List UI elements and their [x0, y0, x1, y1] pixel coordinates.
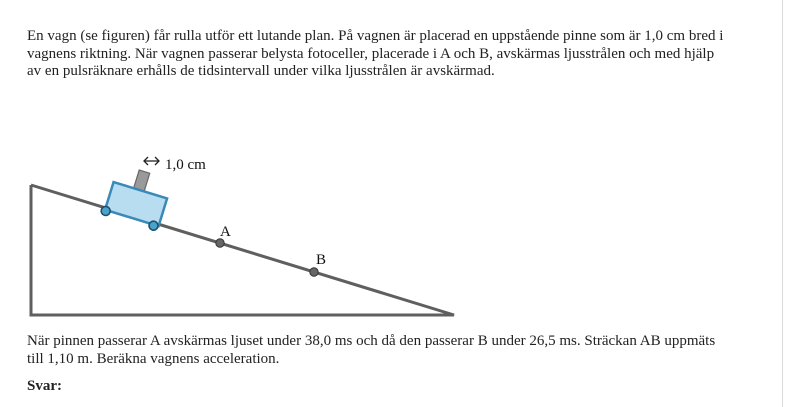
photocell-b: [310, 268, 318, 276]
incline-figure: [0, 140, 470, 325]
cart-body: [105, 182, 167, 226]
width-label: 1,0 cm: [165, 157, 206, 173]
photocell-a: [216, 239, 224, 247]
point-a-label: A: [220, 224, 231, 240]
cart: [100, 163, 173, 232]
problem-question: När pinnen passerar A avskärmas ljuset under 38,0 ms och då den passerar B under 26,5 ms. Sträckan AB uppmäts till 1,10 m. Beräkna vagnens acceleration.: [27, 333, 716, 367]
problem-intro: En vagn (se figuren) får rulla utför ett lutande plan. På vagnen är placerad en uppstående pinne som är 1,0 cm bred i vagnens riktning. När vagnen passerar belysta fotoceller, placerade i A och B, avskärmas ljusstrålen och med hjälp av en pulsräknare erhålls de tidsintervall under vilka ljusstrålen är avskärmad.: [27, 28, 724, 79]
width-arrow-icon: [144, 157, 159, 165]
point-b-label: B: [316, 252, 327, 268]
page-right-border: [782, 0, 783, 407]
answer-label: Svar:: [27, 378, 62, 394]
incline-plane: [31, 185, 454, 315]
